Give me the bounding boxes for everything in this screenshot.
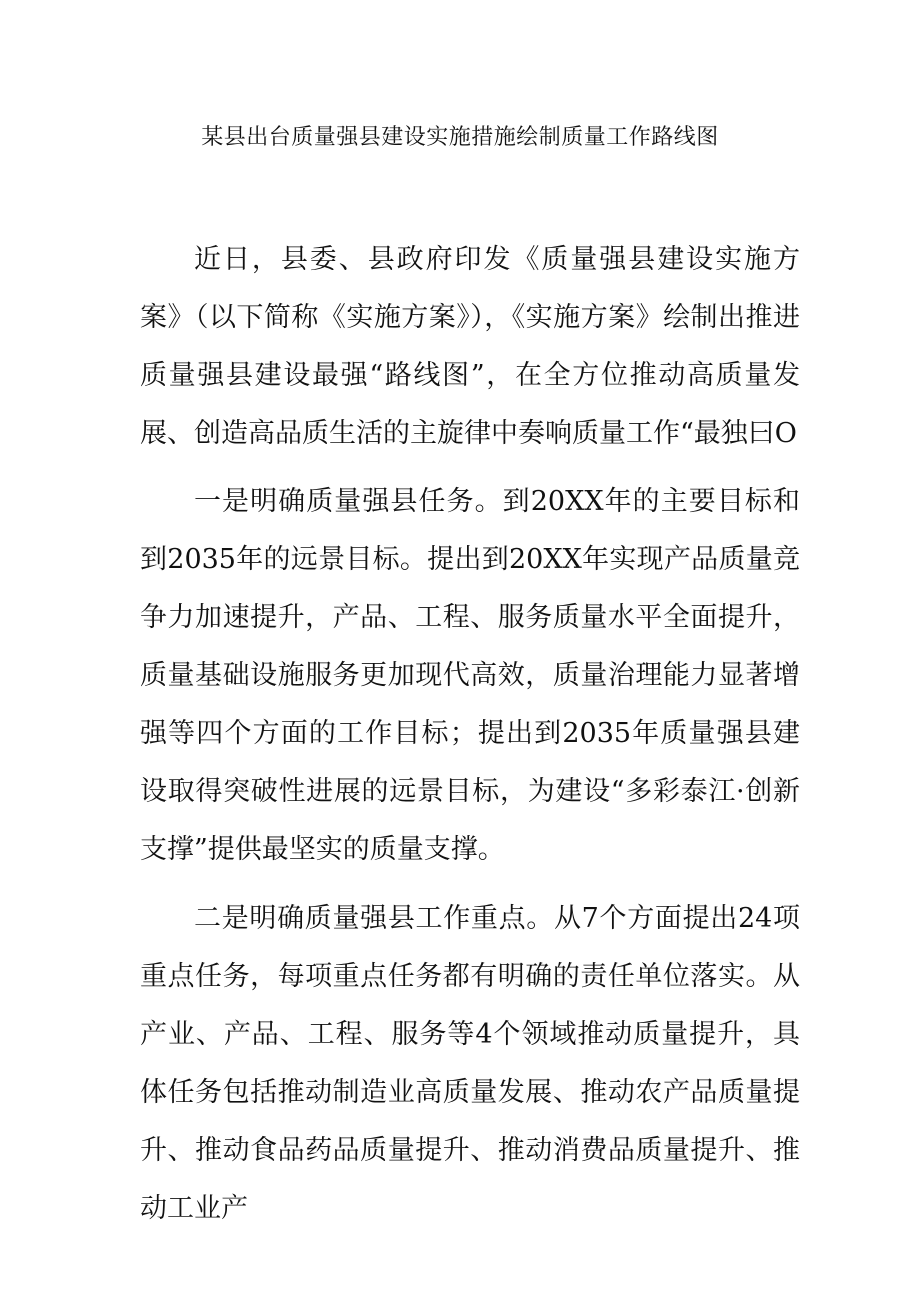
paragraph-task-two: 二是明确质量强县工作重点。从7个方面提出24项重点任务，每项重点任务都有明确的责任单位落实。从产业、产品、工程、服务等4个领域推动质量提升，具体任务包括推动制造业高质量发展、推动农产品质量提升、推动食品药品质量提升、推动消费品质量提升、推动工业产 [140, 903, 800, 1224]
document-title: 某县出台质量强县建设实施措施绘制质量工作路线图 [201, 125, 719, 150]
paragraph-intro: 近日，县委、县政府印发《质量强县建设实施方案》（以下简称《实施方案》），《实施方案》绘制出推进质量强县建设最强“路线图”，在全方位推动高质量发展、创造高品质生活的主旋律中奏响质量工作“最独曰O [140, 244, 800, 449]
paragraph-task-one: 一是明确质量强县任务。到20XX年的主要目标和到2035年的远景目标。提出到20XX年实现产品质量竞争力加速提升，产品、工程、服务质量水平全面提升，质量基础设施服务更加现代高效，质量治理能力显著增强等四个方面的工作目标；提出到2035年质量强县建设取得突破性进展的远景目标，为建设“多彩泰江·创新支撑”提供最坚实的质量支撑。 [140, 486, 800, 865]
